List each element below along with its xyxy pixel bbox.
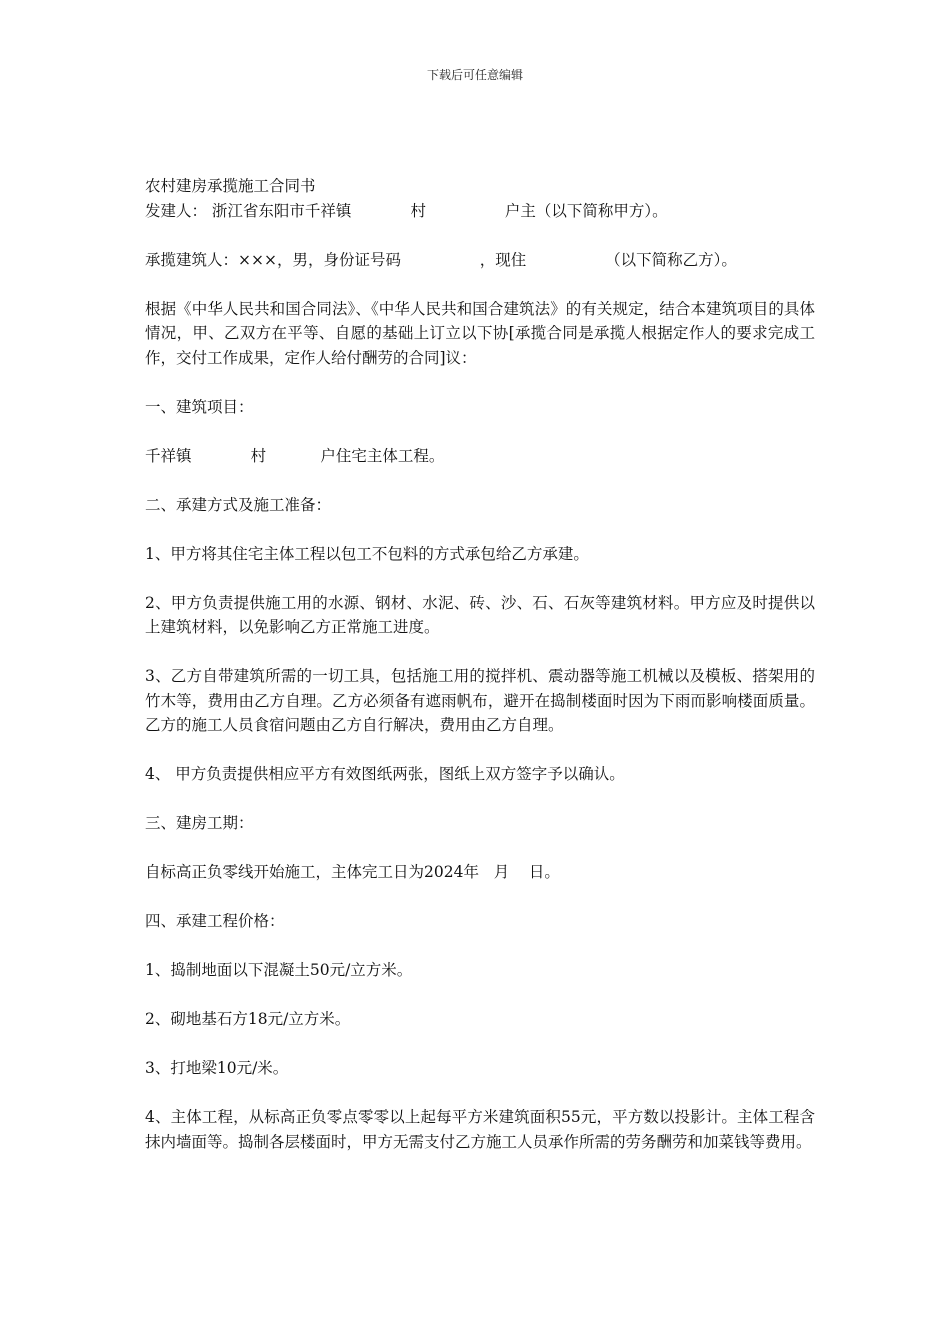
clause-price-2: 2、砌地基石方18元/立方米。 (145, 1010, 351, 1028)
clause-method-4: 4、 甲方负责提供相应平方有效图纸两张，图纸上双方签字予以确认。 (145, 765, 625, 783)
clause-price-1: 1、捣制地面以下混凝土50元/立方米。 (145, 961, 413, 979)
paragraph-employer: 发建人： 浙江省东阳市千祥镇 村 户主（以下简称甲方）。 (145, 201, 668, 220)
clause-price-4: 4、主体工程，从标高正负零点零零以上起每平方米建筑面积55元，平方数以投影计。主体工程含抹内墙面等。捣制各层楼面时，甲方无需支付乙方施工人员承作所需的劳务酬劳和加菜钱等费用。 (145, 1108, 815, 1151)
clause-method-2: 2、甲方负责提供施工用的水源、钢材、水泥、砖、沙、石、石灰等建筑材料。甲方应及时提供以上建筑材料，以免影响乙方正常施工进度。 (145, 593, 815, 636)
paragraph-basis: 根据《中华人民共和国合同法》、《中华人民共和国合建筑法》的有关规定，结合本建筑项目的具体情况，甲、乙双方在平等、自愿的基础上订立以下协[承揽合同是承揽人根据定作人的要求完成工作，交付工作成果，定作人给付酬劳的合同]议： (145, 299, 815, 367)
document-body (145, 174, 815, 1179)
paragraph-project: 千祥镇 村 户住宅主体工程。 (145, 446, 445, 465)
clause-price-3: 3、打地梁10元/米。 (145, 1059, 289, 1077)
page-header-note: 下载后可任意编辑 (426, 68, 523, 82)
paragraph-schedule: 自标高正负零线开始施工，主体完工日为2024年 月 日。 (145, 863, 560, 881)
section-heading-method: 二、承建方式及施工准备： (145, 495, 332, 514)
document-title: 农村建房承揽施工合同书 (145, 177, 316, 195)
section-heading-project: 一、建筑项目： (145, 397, 254, 416)
section-heading-schedule: 三、建房工期： (145, 814, 254, 832)
paragraph-contractor: 承揽建筑人：×××，男，身份证号码 ，现住 （以下简称乙方）。 (145, 250, 737, 269)
clause-method-1: 1、甲方将其住宅主体工程以包工不包料的方式承包给乙方承建。 (145, 544, 589, 563)
clause-method-3: 3、乙方自带建筑所需的一切工具，包括施工用的搅拌机、震动器等施工机械以及模板、搭架用的竹木等，费用由乙方自理。乙方必须备有遮雨帆布，避开在捣制楼面时因为下雨而影响楼面质量。乙方的施工人员食宿问题由乙方自行解决，费用由乙方自理。 (145, 667, 815, 734)
section-heading-price: 四、承建工程价格： (145, 912, 285, 930)
